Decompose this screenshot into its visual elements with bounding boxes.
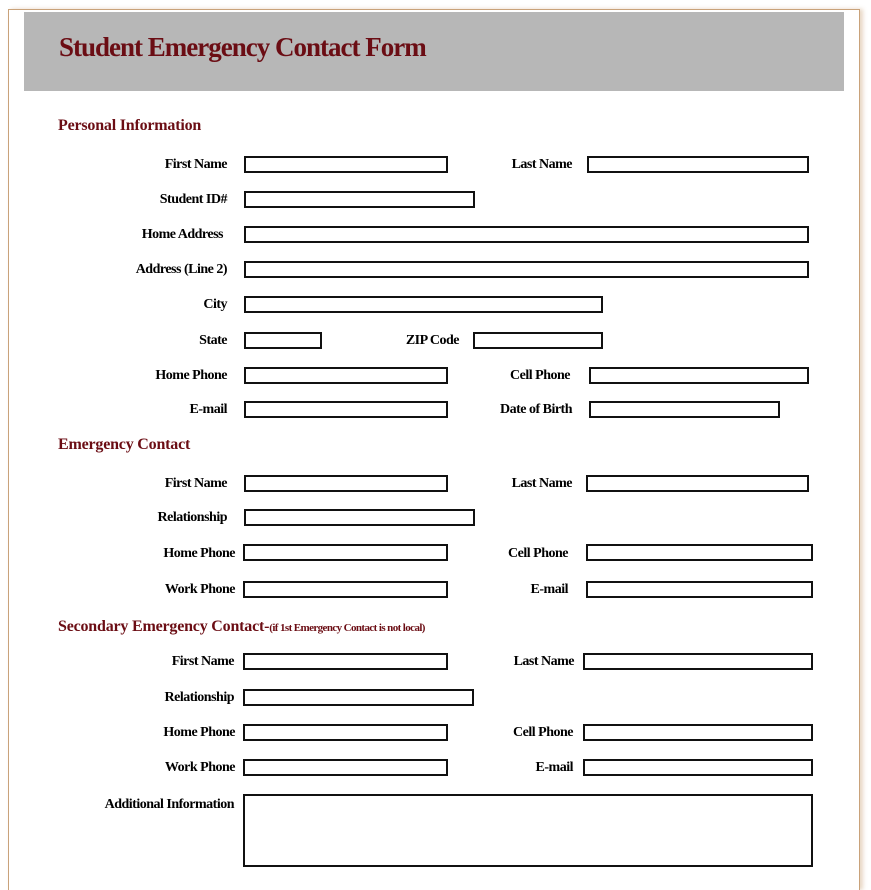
secondary-heading-text: Secondary Emergency Contact- xyxy=(58,618,270,635)
city-field[interactable] xyxy=(244,296,603,313)
label-email: E-mail xyxy=(189,402,227,417)
secondary-heading-note: (if 1st Emergency Contact is not local) xyxy=(269,622,425,634)
sc-first-name-field[interactable] xyxy=(243,653,448,670)
address-line2-field[interactable] xyxy=(244,261,809,278)
label-cell-phone: Cell Phone xyxy=(510,368,570,383)
ec-cell-phone-field[interactable] xyxy=(586,544,813,561)
label-sc-home-phone: Home Phone xyxy=(163,725,235,740)
cell-phone-field[interactable] xyxy=(589,367,809,384)
label-ec-last-name: Last Name xyxy=(511,476,572,491)
ec-first-name-field[interactable] xyxy=(244,475,448,492)
email-field[interactable] xyxy=(244,401,448,418)
label-sc-first-name: First Name xyxy=(171,654,234,669)
sc-cell-phone-field[interactable] xyxy=(583,724,813,741)
label-sc-cell-phone: Cell Phone xyxy=(513,725,573,740)
label-ec-cell-phone: Cell Phone xyxy=(508,546,568,561)
label-first-name: First Name xyxy=(164,157,227,172)
label-ec-first-name: First Name xyxy=(164,476,227,491)
section-personal-heading: Personal Information xyxy=(58,117,202,134)
zip-code-field[interactable] xyxy=(473,332,603,349)
label-sc-work-phone: Work Phone xyxy=(164,760,235,775)
first-name-field[interactable] xyxy=(244,156,448,173)
state-field[interactable] xyxy=(244,332,322,349)
ec-home-phone-field[interactable] xyxy=(243,544,448,561)
home-phone-field[interactable] xyxy=(244,367,448,384)
form-title: Student Emergency Contact Form xyxy=(59,32,426,62)
section-secondary-heading xyxy=(58,618,425,636)
label-ec-home-phone: Home Phone xyxy=(163,546,235,561)
label-last-name: Last Name xyxy=(511,157,572,172)
home-address-field[interactable] xyxy=(244,226,809,243)
label-sc-relationship: Relationship xyxy=(164,690,234,705)
last-name-field[interactable] xyxy=(587,156,809,173)
title-bar xyxy=(24,12,844,91)
label-ec-email: E-mail xyxy=(530,582,568,597)
label-ec-relationship: Relationship xyxy=(157,510,227,525)
label-city: City xyxy=(203,297,227,312)
sc-email-field[interactable] xyxy=(583,759,813,776)
ec-work-phone-field[interactable] xyxy=(243,581,448,598)
label-address-line2: Address (Line 2) xyxy=(135,262,227,277)
label-student-id: Student ID# xyxy=(159,192,227,207)
label-sc-email: E-mail xyxy=(535,760,573,775)
ec-last-name-field[interactable] xyxy=(586,475,809,492)
date-of-birth-field[interactable] xyxy=(589,401,780,418)
label-home-address: Home Address xyxy=(141,227,223,242)
label-home-phone: Home Phone xyxy=(155,368,227,383)
ec-email-field[interactable] xyxy=(586,581,813,598)
label-ec-work-phone: Work Phone xyxy=(164,582,235,597)
sc-relationship-field[interactable] xyxy=(243,689,474,706)
student-id-field[interactable] xyxy=(244,191,475,208)
ec-relationship-field[interactable] xyxy=(244,509,475,526)
sc-home-phone-field[interactable] xyxy=(243,724,448,741)
label-additional-information: Additional Information xyxy=(104,797,234,812)
label-date-of-birth: Date of Birth xyxy=(499,402,572,417)
label-state: State xyxy=(199,333,227,348)
sc-last-name-field[interactable] xyxy=(583,653,813,670)
additional-information-field[interactable] xyxy=(243,794,813,867)
sc-work-phone-field[interactable] xyxy=(243,759,448,776)
label-sc-last-name: Last Name xyxy=(513,654,574,669)
section-emergency-heading: Emergency Contact xyxy=(58,436,191,453)
label-zip-code: ZIP Code xyxy=(405,333,459,348)
